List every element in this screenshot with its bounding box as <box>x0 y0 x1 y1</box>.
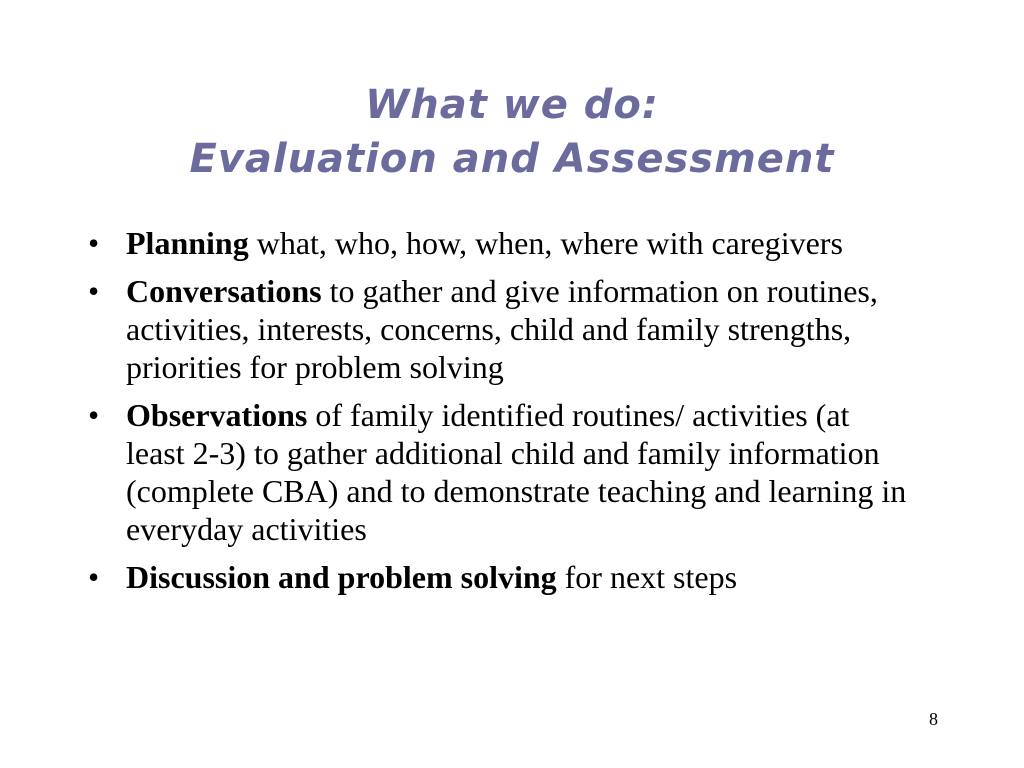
bullet-lead: Observations <box>126 397 308 433</box>
bullet-dot-icon: • <box>88 273 100 309</box>
page-number: 8 <box>929 709 938 729</box>
title-line-2: Evaluation and Assessment <box>189 136 835 182</box>
bullet-lead: Planning <box>126 225 249 261</box>
bullet-text: what, who, how, when, where with caregivers <box>248 225 843 261</box>
bullet-lead: Conversations <box>126 273 322 309</box>
bullet-item-planning <box>84 224 914 262</box>
bullet-item-conversations <box>84 272 914 386</box>
bullet-text: of family identified routines/ activities (at least 2-3) to gather additional child and family information (complete CBA) and to demonstrate teaching and learning in everyday activities <box>126 397 907 547</box>
title-line-1: What we do: <box>365 82 659 128</box>
bullet-dot-icon: • <box>88 225 100 261</box>
bullet-text: for next steps <box>556 559 738 595</box>
bullet-dot-icon: • <box>88 397 100 433</box>
bullet-dot-icon: • <box>88 559 100 595</box>
bullet-list <box>84 224 914 606</box>
slide-title <box>0 78 1024 186</box>
bullet-item-observations <box>84 396 914 548</box>
bullet-item-discussion <box>84 558 914 596</box>
bullet-lead: Discussion and problem solving <box>126 559 557 595</box>
bullet-text: to gather and give information on routines, activities, interests, concerns, child and family strengths, priorities for problem solving <box>126 273 878 385</box>
